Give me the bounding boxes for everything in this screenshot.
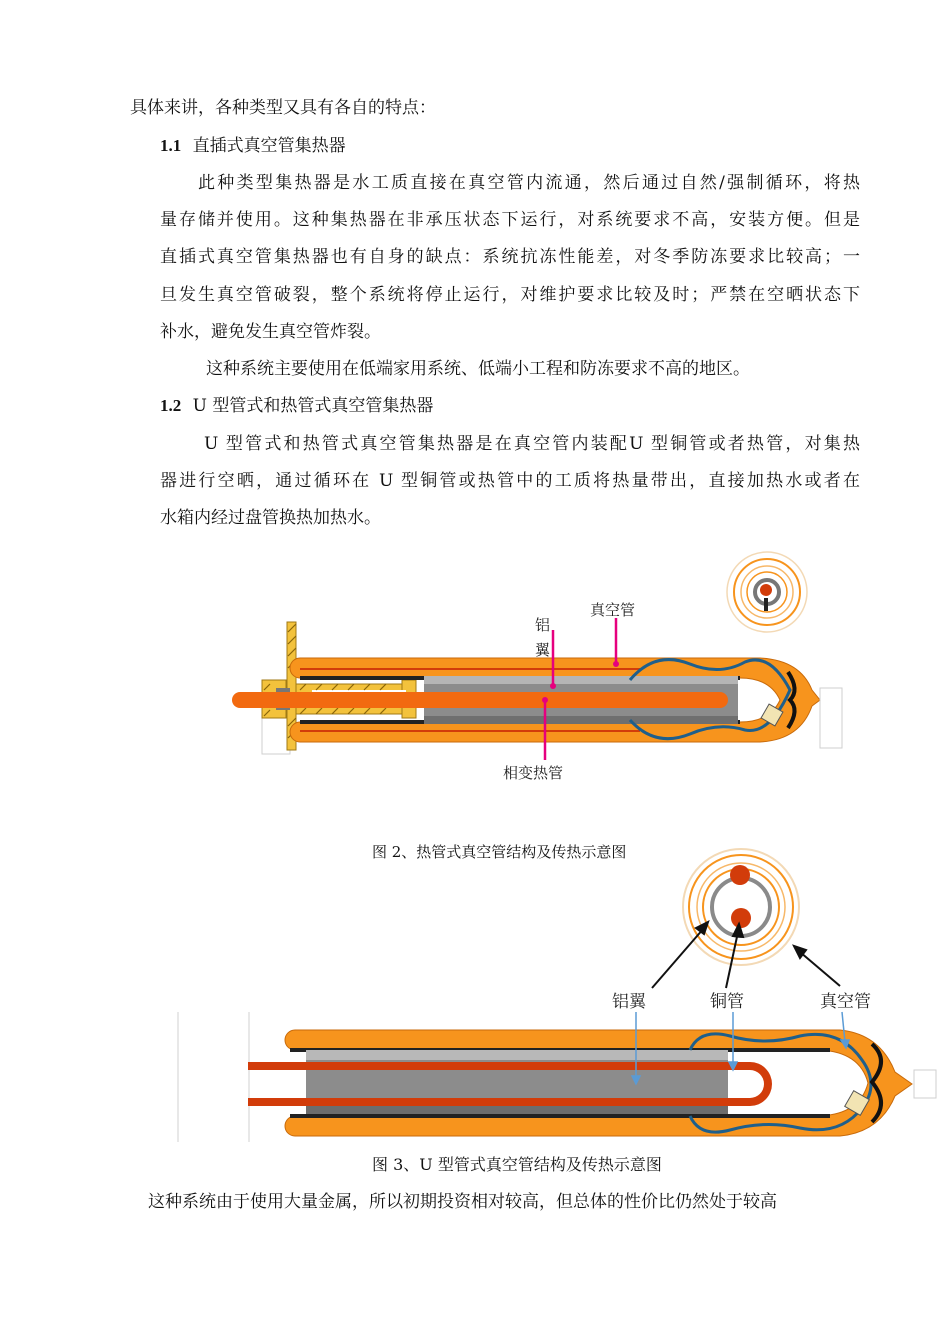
vacuum-tube [285, 1030, 912, 1136]
paragraph-text: 这种系统主要使用在低端家用系统、低端小工程和防冻要求不高的地区。 [206, 359, 750, 379]
label-fin-1: 铝 [535, 616, 551, 634]
label-vacuum-tube: 真空管 [590, 601, 636, 619]
section-title: U 型管式和热管式真空管集热器 [192, 396, 434, 416]
figure-3-caption: 图 3、U 型管式真空管结构及传热示意图 [372, 1155, 662, 1174]
intro-text: 具体来讲，各种类型又具有各自的特点： [130, 98, 436, 118]
cross-section-inset [683, 849, 799, 965]
paragraph-line: 器进行空晒，通过循环在 U 型铜管或热管中的工质将热量带出，直接加热水或者在 [160, 471, 860, 491]
paragraph-line: 水箱内经过盘管换热加热水。 [160, 508, 381, 528]
section-title: 直插式真空管集热器 [192, 136, 346, 156]
paragraph-line: 直插式真空管集热器也有自身的缺点：系统抗冻性能差，对冬季防冻要求比较高；一 [160, 247, 860, 267]
section-number: 1.1 [160, 136, 182, 155]
label-heat-pipe: 相变热管 [503, 764, 564, 782]
paragraph-line: 量存储并使用。这种集热器在非承压状态下运行，对系统要求不高，安装方便。但是 [160, 210, 860, 230]
paragraph-line: 旦发生真空管破裂，整个系统将停止运行，对维护要求比较及时；严禁在空晒状态下 [160, 285, 860, 305]
paragraph-line: U 型管式和热管式真空管集热器是在真空管内装配U 型铜管或者热管，对集热 [204, 434, 860, 454]
paragraph-line: 补水，避免发生真空管炸裂。 [160, 322, 381, 342]
figure-2-caption: 图 2、热管式真空管结构及传热示意图 [372, 843, 627, 861]
fig3-labels [612, 992, 871, 1012]
fig3-arrows [652, 922, 840, 988]
paragraph-line: 此种类型集热器是水工质直接在真空管内流通，然后通过自然/强制循环，将热 [198, 173, 860, 193]
label-copper-tube: 铜管 [710, 992, 744, 1012]
label-vacuum-tube: 真空管 [820, 992, 871, 1012]
label-fin: 铝翼 [612, 992, 646, 1012]
section-number: 1.2 [160, 396, 182, 415]
label-fin-2: 翼 [535, 641, 551, 659]
closing-text: 这种系统由于使用大量金属，所以初期投资相对较高，但总体的性价比仍然处于较高 [148, 1192, 777, 1212]
